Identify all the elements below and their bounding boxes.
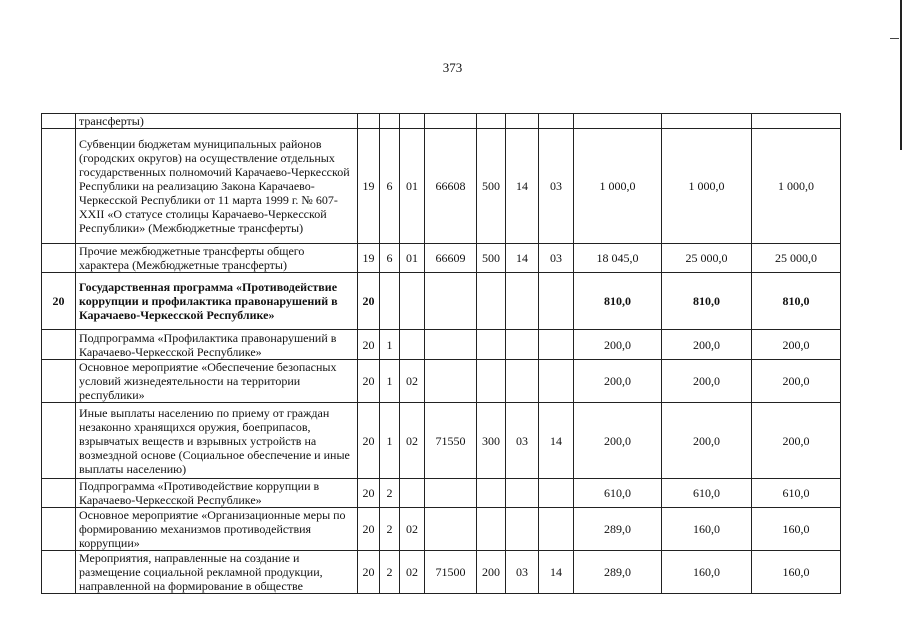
code-subprogram-cell: 2 [380, 479, 400, 508]
code-expense-type-cell [477, 114, 506, 129]
code-subsection-cell: 03 [539, 244, 574, 273]
code-program-cell: 20 [358, 273, 380, 330]
code-activity-cell: 02 [400, 403, 425, 479]
code-section-cell [506, 479, 539, 508]
row-index-cell [42, 360, 76, 403]
amount-year2-cell: 160,0 [662, 551, 752, 594]
code-program-cell: 20 [358, 330, 380, 360]
code-subsection-cell: 14 [539, 403, 574, 479]
code-section-cell: 03 [506, 551, 539, 594]
table-row [42, 551, 841, 594]
code-activity-cell: 01 [400, 244, 425, 273]
code-direction-cell [425, 360, 477, 403]
code-expense-type-cell: 200 [477, 551, 506, 594]
amount-year2-cell: 200,0 [662, 360, 752, 403]
code-direction-cell: 66609 [425, 244, 477, 273]
code-subprogram-cell [380, 273, 400, 330]
code-expense-type-cell [477, 360, 506, 403]
code-section-cell [506, 508, 539, 551]
code-section-cell: 14 [506, 244, 539, 273]
amount-year1-cell: 200,0 [574, 403, 662, 479]
amount-year3-cell: 1 000,0 [752, 129, 841, 244]
code-activity-cell [400, 479, 425, 508]
table-row [42, 244, 841, 273]
code-expense-type-cell: 500 [477, 129, 506, 244]
budget-table [41, 113, 841, 594]
code-program-cell: 20 [358, 508, 380, 551]
amount-year2-cell: 610,0 [662, 479, 752, 508]
code-subsection-cell: 03 [539, 129, 574, 244]
table-row [42, 403, 841, 479]
amount-year1-cell: 289,0 [574, 508, 662, 551]
code-subsection-cell [539, 114, 574, 129]
code-subsection-cell [539, 330, 574, 360]
code-section-cell: 03 [506, 403, 539, 479]
amount-year3-cell [752, 114, 841, 129]
row-index-cell: 20 [42, 273, 76, 330]
amount-year2-cell [662, 114, 752, 129]
row-index-cell [42, 129, 76, 244]
code-subprogram-cell [380, 114, 400, 129]
code-direction-cell [425, 479, 477, 508]
row-index-cell [42, 330, 76, 360]
amount-year3-cell: 200,0 [752, 330, 841, 360]
row-description-cell: Мероприятия, направленные на создание и размещение социальной рекламной продукции, направленной на формирование в обществе [76, 551, 358, 594]
amount-year3-cell: 160,0 [752, 551, 841, 594]
code-expense-type-cell [477, 479, 506, 508]
row-index-cell [42, 403, 76, 479]
code-expense-type-cell: 300 [477, 403, 506, 479]
amount-year2-cell: 160,0 [662, 508, 752, 551]
code-subprogram-cell: 1 [380, 330, 400, 360]
code-activity-cell: 02 [400, 360, 425, 403]
code-section-cell [506, 273, 539, 330]
amount-year3-cell: 200,0 [752, 403, 841, 479]
table-row [42, 508, 841, 551]
code-activity-cell: 02 [400, 508, 425, 551]
amount-year1-cell: 18 045,0 [574, 244, 662, 273]
amount-year1-cell: 200,0 [574, 360, 662, 403]
code-program-cell: 19 [358, 244, 380, 273]
amount-year2-cell: 1 000,0 [662, 129, 752, 244]
row-index-cell [42, 551, 76, 594]
row-description-cell: Иные выплаты населению по приему от граждан незаконно хранящихся оружия, боеприпасов, взрывчатых веществ и взрывных устройств на возмездной основе (Социальное обеспечение и иные выплаты населению) [76, 403, 358, 479]
table-row [42, 330, 841, 360]
code-subsection-cell [539, 360, 574, 403]
amount-year2-cell: 810,0 [662, 273, 752, 330]
row-description-cell: Субвенции бюджетам муниципальных районов (городских округов) на осуществление отдельных государственных полномочий Карачаево-Черкесской Республики на реализацию Закона Карачаево-Черкесской Республики от 11 марта 1999 г. № 607-XXII «О статусе столицы Карачаево-Черкесской Республики» (Межбюджетные трансферты) [76, 129, 358, 244]
code-subsection-cell [539, 479, 574, 508]
code-direction-cell: 66608 [425, 129, 477, 244]
row-description-cell: трансферты) [76, 114, 358, 129]
code-direction-cell: 71550 [425, 403, 477, 479]
code-activity-cell [400, 273, 425, 330]
code-direction-cell [425, 273, 477, 330]
code-direction-cell [425, 508, 477, 551]
code-program-cell [358, 114, 380, 129]
code-expense-type-cell [477, 273, 506, 330]
amount-year3-cell: 200,0 [752, 360, 841, 403]
code-section-cell [506, 114, 539, 129]
amount-year1-cell: 810,0 [574, 273, 662, 330]
row-index-cell [42, 114, 76, 129]
row-description-cell: Основное мероприятие «Организационные меры по формированию механизмов противодействия коррупции» [76, 508, 358, 551]
code-subprogram-cell: 6 [380, 129, 400, 244]
row-index-cell [42, 479, 76, 508]
code-subprogram-cell: 2 [380, 551, 400, 594]
code-expense-type-cell [477, 508, 506, 551]
code-subsection-cell [539, 508, 574, 551]
row-description-cell: Подпрограмма «Противодействие коррупции в Карачаево-Черкесской Республике» [76, 479, 358, 508]
code-subprogram-cell: 1 [380, 403, 400, 479]
amount-year1-cell: 1 000,0 [574, 129, 662, 244]
amount-year1-cell: 610,0 [574, 479, 662, 508]
code-program-cell: 20 [358, 360, 380, 403]
code-direction-cell: 71500 [425, 551, 477, 594]
code-program-cell: 20 [358, 551, 380, 594]
row-index-cell [42, 244, 76, 273]
code-section-cell: 14 [506, 129, 539, 244]
code-subsection-cell: 14 [539, 551, 574, 594]
row-index-cell [42, 508, 76, 551]
code-section-cell [506, 360, 539, 403]
amount-year3-cell: 160,0 [752, 508, 841, 551]
code-subprogram-cell: 2 [380, 508, 400, 551]
table-row [42, 273, 841, 330]
amount-year3-cell: 810,0 [752, 273, 841, 330]
code-program-cell: 20 [358, 479, 380, 508]
code-program-cell: 19 [358, 129, 380, 244]
table-row [42, 479, 841, 508]
code-subsection-cell [539, 273, 574, 330]
amount-year3-cell: 25 000,0 [752, 244, 841, 273]
row-description-cell: Прочие межбюджетные трансферты общего характера (Межбюджетные трансферты) [76, 244, 358, 273]
amount-year2-cell: 200,0 [662, 330, 752, 360]
code-subprogram-cell: 6 [380, 244, 400, 273]
code-activity-cell: 02 [400, 551, 425, 594]
page-number: 373 [442, 60, 463, 75]
row-description-cell: Подпрограмма «Профилактика правонарушений в Карачаево-Черкесской Республике» [76, 330, 358, 360]
code-subprogram-cell: 1 [380, 360, 400, 403]
amount-year1-cell: 289,0 [574, 551, 662, 594]
amount-year2-cell: 25 000,0 [662, 244, 752, 273]
code-expense-type-cell [477, 330, 506, 360]
scan-mark [890, 38, 899, 39]
amount-year1-cell: 200,0 [574, 330, 662, 360]
row-description-cell: Основное мероприятие «Обеспечение безопасных условий жизнедеятельности на территории республики» [76, 360, 358, 403]
table-row [42, 360, 841, 403]
code-direction-cell [425, 114, 477, 129]
code-activity-cell [400, 330, 425, 360]
code-program-cell: 20 [358, 403, 380, 479]
code-activity-cell [400, 114, 425, 129]
code-section-cell [506, 330, 539, 360]
amount-year1-cell [574, 114, 662, 129]
amount-year2-cell: 200,0 [662, 403, 752, 479]
code-activity-cell: 01 [400, 129, 425, 244]
table-row [42, 129, 841, 244]
amount-year3-cell: 610,0 [752, 479, 841, 508]
table-body [42, 114, 841, 594]
code-direction-cell [425, 330, 477, 360]
row-description-cell: Государственная программа «Противодействие коррупции и профилактика правонарушений в Карачаево-Черкесской Республике» [76, 273, 358, 330]
table-row [42, 114, 841, 129]
code-expense-type-cell: 500 [477, 244, 506, 273]
